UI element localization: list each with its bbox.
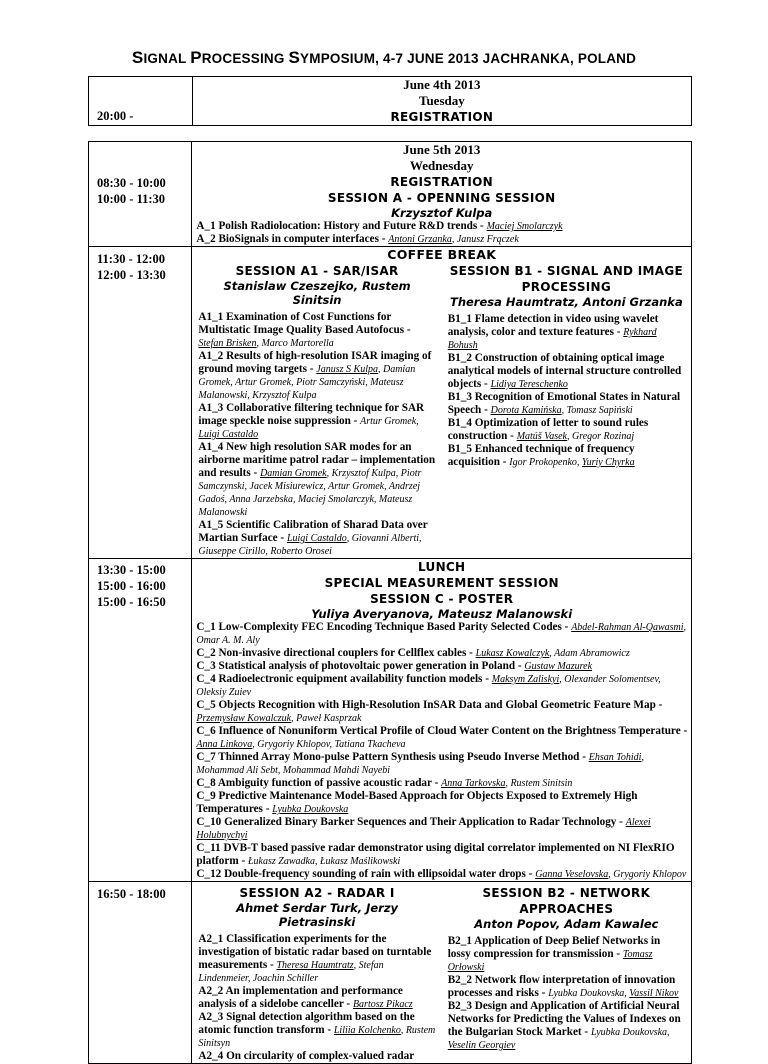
title-part: YMPOSIUM, 4-7 J (300, 51, 415, 66)
paper-title: C_7 Thinned Array Mono-pulse Pattern Synthesis using Pseudo Inverse Method - (196, 751, 589, 763)
paper-title: A1_3 Collaborative filtering technique for SAR image speckle noise suppression - (198, 402, 425, 427)
session-a1-title: SESSION A1 - SAR/ISAR (235, 264, 399, 278)
paper-title: B2_2 Network flow interpretation of innovation processes and risks - (447, 974, 676, 999)
special-session-label: SPECIAL MEASUREMENT SESSION (324, 576, 559, 590)
session-chair: Theresa Haumtratz, Antoni Grzanka (449, 295, 683, 309)
paper-author-presenting: Maksym Zaliskyi (491, 674, 560, 685)
title-part: ACHRANKA, P (490, 51, 588, 66)
paper-item (192, 621, 691, 647)
paper-title: B1_3 Recognition of Emotional States in Natural Speech - (447, 391, 681, 416)
title-part: UNE 2013 J (414, 51, 491, 66)
paper-author-presenting: Anna Tarkovska (441, 778, 506, 789)
time-label: 15:00 - 16:00 (97, 579, 166, 593)
paper-title: C_8 Ambiguity function of passive acoustic radar - (196, 777, 442, 789)
paper-title: A1_1 Examination of Cost Functions for Multistatic Image Quality Based Autofocus - (198, 311, 411, 336)
paper-authors: , Paweł Kasprzak (291, 713, 362, 724)
session-a2-column (192, 882, 441, 1063)
paper-title: A1_5 Scientific Calibration of Sharad Data over Martian Surface - (198, 519, 428, 544)
paper-author-presenting: Anna Linkova (196, 739, 253, 750)
session-a2-b2-block (192, 882, 692, 1064)
day-date: June 5th 2013 (403, 142, 481, 157)
paper-item (192, 220, 691, 233)
paper-authors: Lyubka Doukovska, (590, 1027, 670, 1038)
paper-title: A2_1 Classification experiments for the investigation of bistatic radar based on turntable measurements - (198, 933, 432, 971)
session-chair: Yuliya Averyanova, Mateusz Malanowski (311, 607, 573, 621)
paper-title: B1_1 Flame detection in video using wavelet analysis, color and texture features - (447, 313, 659, 338)
paper-title: C_2 Non-invasive directional couplers for Cellflex cables - (196, 647, 476, 659)
paper-author-presenting: Lidiya Tereschenko (490, 379, 568, 390)
session-c-title: SESSION C - POSTER (370, 592, 514, 606)
paper-authors: , Olexander Solomentsev, Oleksiy Zuiev (196, 674, 661, 698)
paper-author-presenting: Ganna Veselovska (535, 869, 609, 880)
paper-author-presenting: Antoni Grzanka (388, 234, 452, 245)
paper-item (448, 443, 685, 469)
paper-item (192, 660, 691, 673)
paper-authors: , Rustem Sinitsyn (198, 1025, 436, 1049)
paper-title: C_4 Radioelectronic equipment availability function models - (196, 673, 492, 685)
paper-item (198, 933, 435, 985)
time-slot (89, 559, 192, 882)
session-a1-b1-block (192, 247, 692, 559)
paper-authors: , Gregor Rozinaj (566, 431, 635, 442)
registration-label: REGISTRATION (390, 175, 494, 189)
page-title (0, 48, 768, 68)
paper-author-presenting: Przemysław Kowalczuk (196, 713, 292, 724)
paper-item (198, 402, 435, 441)
paper-title: C_9 Predictive Maintenance Model-Based Approach for Objects Exposed to Extremely High Temperatures - (196, 790, 638, 815)
session-chair: Anton Popov, Adam Kawalec (474, 917, 659, 931)
paper-item (192, 777, 691, 790)
paper-item (192, 647, 691, 660)
paper-author-presenting: Yuriy Chyrka (581, 457, 635, 468)
lunch-label: LUNCH (418, 560, 466, 574)
session-b2-column (442, 882, 691, 1063)
paper-author-presenting: Tomasz Orłowski (447, 949, 653, 973)
paper-title: A_1 Polish Radiolocation: History and Future R&D trends - (196, 220, 487, 232)
paper-item (198, 985, 435, 1011)
time-label: 11:30 - 12:00 (97, 252, 166, 266)
time-label: 20:00 - (97, 109, 134, 123)
time-label: 13:30 - 15:00 (97, 563, 166, 577)
paper-title: A1_4 New high resolution SAR modes for an airborne maritime patrol radar – implementation and results - (198, 441, 436, 479)
paper-authors: , Omar A. M. Aly (196, 622, 687, 646)
paper-author-presenting: Luigi Castaldo (286, 533, 347, 544)
paper-title: B2_1 Application of Deep Belief Networks in lossy compression for transmission - (447, 935, 661, 960)
paper-author-presenting: Veselin Georgiev (447, 1040, 516, 1051)
paper-title: B1_4 Optimization of letter to sound rules construction - (447, 417, 649, 442)
paper-authors: , Mohammad Ali Sebt, Mohammad Mahdi Nayebi (196, 752, 644, 776)
session-a2-title: SESSION A2 - RADAR I (239, 886, 395, 900)
session-a-block (192, 142, 692, 247)
time-slot (89, 882, 192, 1064)
title-part: P (190, 48, 202, 67)
title-part: S (288, 48, 301, 67)
paper-author-presenting: Alexei Holubnychyi (196, 817, 651, 841)
paper-author-presenting: Damian Gromek (260, 468, 327, 479)
title-part: OLAND (587, 51, 637, 66)
paper-authors: , Rustem Sinitsin (505, 778, 573, 789)
paper-item (192, 725, 691, 751)
paper-title: B2_3 Design and Application of Artificial Neural Networks for Predicting the Values of Indexes on the Bulgarian Stock Market - (447, 1000, 681, 1038)
paper-authors: , Damian Gromek, Artur Gromek, Piotr Samczyński, Mateusz Malanowski, Krzysztof Kulpa (198, 364, 416, 401)
paper-author-presenting: Rykhard Bohush (447, 327, 657, 351)
paper-author-presenting: Matúš Vasek (516, 431, 567, 442)
time-label: 15:00 - 16:50 (97, 595, 166, 609)
paper-item (192, 790, 691, 816)
paper-author-presenting: Abdel-Rahman Al-Qawasmi (571, 622, 684, 633)
paper-item (198, 1011, 435, 1050)
paper-authors: , Tomasz Sapiński (561, 405, 633, 416)
paper-item (192, 233, 691, 246)
paper-item (198, 1050, 435, 1063)
session-a1-column (192, 263, 441, 558)
paper-item (448, 935, 685, 974)
paper-author-presenting: Janusz S Kulpa (316, 364, 378, 375)
paper-item (198, 350, 435, 402)
paper-author-presenting: Stefan Brisken (198, 338, 257, 349)
title-part: S (131, 48, 144, 67)
paper-title: C_5 Objects Recognition with High-Resolution InSAR Data and Global Geometric Feature Map - (196, 699, 663, 711)
session-chair: Stanislaw Czeszejko, Rustem Sinitsin (223, 279, 411, 307)
paper-item (192, 751, 691, 777)
day2-table (88, 141, 692, 1064)
coffee-break-label: COFFEE BREAK (387, 247, 497, 262)
paper-authors: Igor Prokopenko, (509, 457, 582, 468)
paper-author-presenting: Gustaw Mazurek (524, 661, 593, 672)
title-part: IGNAL (143, 51, 191, 66)
paper-author-presenting: Luigi Castaldo (198, 429, 259, 440)
paper-item (448, 1000, 685, 1052)
paper-author-presenting: Lyubka Doukovska (272, 804, 349, 815)
paper-title: C_3 Statistical analysis of photovoltaic power generation in Poland - (196, 660, 525, 672)
paper-item (192, 868, 691, 881)
paper-authors: , Giovanni Alberti, Giuseppe Cirillo, Roberto Orosei (198, 533, 422, 557)
registration-label: REGISTRATION (390, 110, 494, 124)
paper-item (448, 391, 685, 417)
day1-table (88, 76, 692, 126)
paper-item (448, 352, 685, 391)
paper-item (198, 311, 435, 350)
time-slot (89, 142, 192, 247)
time-label: 08:30 - 10:00 (97, 176, 166, 190)
paper-authors: Lyubka Doukovska, (548, 988, 630, 999)
paper-authors: , Grygoriy Khlopov (608, 869, 687, 880)
paper-title: A2_4 On circularity of complex-valued radar (198, 1050, 415, 1062)
paper-item (448, 313, 685, 352)
paper-item (192, 842, 691, 868)
session-chair: Krzysztof Kulpa (391, 206, 493, 220)
paper-title: A2_2 An implementation and performance analysis of a sidelobe canceller - (198, 985, 403, 1010)
paper-author-presenting: Liliia Kolchenko (333, 1025, 401, 1036)
paper-title: C_10 Generalized Binary Barker Sequences and Their Application to Radar Technology - (196, 816, 626, 828)
paper-item (192, 673, 691, 699)
paper-item (198, 519, 435, 558)
paper-title: A1_2 Results of high-resolution ISAR imaging of ground moving targets - (198, 350, 432, 375)
paper-title: B1_2 Construction of obtaining optical image analytical models of internal structure controlled objects - (447, 352, 682, 390)
session-c-block (192, 559, 692, 882)
paper-authors: , Stefan Lindenmeier, Joachin Schiller (198, 960, 384, 984)
paper-title: C_12 Double-frequency sounding of rain with ellipsoidal water drops - (196, 868, 536, 880)
time-slot (89, 247, 192, 559)
paper-title: A2_3 Signal detection algorithm based on the atomic function transform - (198, 1011, 415, 1036)
paper-item (198, 441, 435, 519)
paper-item (192, 816, 691, 842)
paper-title: C_11 DVB-T based passive radar demonstrator using digital correlator implemented on NI FlexRIO platform - (196, 842, 675, 867)
session-chair: Ahmet Serdar Turk, Jerzy Pietrasinski (236, 901, 399, 929)
paper-authors: , Adam Abramowicz (549, 648, 630, 659)
paper-authors: Artur Gromek, (360, 416, 419, 427)
time-label: 12:00 - 13:30 (97, 268, 166, 282)
session-b1-column (442, 263, 691, 558)
paper-author-presenting: Lukasz Kowalczyk (475, 648, 550, 659)
day-weekday: Tuesday (418, 93, 465, 108)
session-b1-title: SESSION B1 - SIGNAL AND IMAGE PROCESSING (449, 264, 684, 294)
paper-title: A_2 BioSignals in computer interfaces - (196, 233, 389, 245)
time-label: 10:00 - 11:30 (97, 192, 166, 206)
paper-author-presenting: Bartosz Pikacz (352, 999, 413, 1010)
session-a-title: SESSION A - OPENNING SESSION (327, 191, 556, 205)
paper-authors: , Krzysztof Kulpa, Piotr Samczynski, Jacek Misiurewicz, Artur Gromek, Andrzej Gadoś, Anna Jarzebska, Maciej Smolarczyk, Mateusz Malanowski (198, 468, 422, 518)
paper-title: B1_5 Enhanced technique of frequency acquisition - (447, 443, 635, 468)
time-label: 16:50 - 18:00 (97, 887, 166, 901)
paper-authors: , Grygoriy Khlopov, Tatiana Tkacheva (252, 739, 406, 750)
paper-item (192, 699, 691, 725)
paper-author-presenting: Dorota Kamińska (490, 405, 562, 416)
time-slot (89, 77, 193, 126)
title-part: ROCESSING (201, 51, 289, 66)
paper-author-presenting: Maciej Smolarczyk (486, 221, 563, 232)
paper-authors: Łukasz Zawadka, Łukasz Maślikowski (247, 856, 401, 867)
day1-content (192, 77, 691, 126)
paper-author-presenting: Ehsan Tohidi (588, 752, 642, 763)
paper-item (448, 417, 685, 443)
session-b2-title: SESSION B2 - NETWORK APPROACHES (482, 886, 651, 916)
paper-authors: , Marco Martorella (256, 338, 334, 349)
paper-title: C_6 Influence of Nonuniform Vertical Profile of Cloud Water Content on the Brightness Temperature - (196, 725, 688, 737)
day-weekday: Wednesday (409, 158, 474, 173)
paper-author-presenting: Vassil Nikov (629, 988, 679, 999)
day-date: June 4th 2013 (403, 77, 481, 92)
paper-authors: , Janusz Frączek (451, 234, 519, 245)
paper-item (448, 974, 685, 1000)
paper-author-presenting: Theresa Haumtratz (276, 960, 354, 971)
paper-title: C_1 Low-Complexity FEC Encoding Technique Based Parity Selected Codes - (196, 621, 572, 633)
